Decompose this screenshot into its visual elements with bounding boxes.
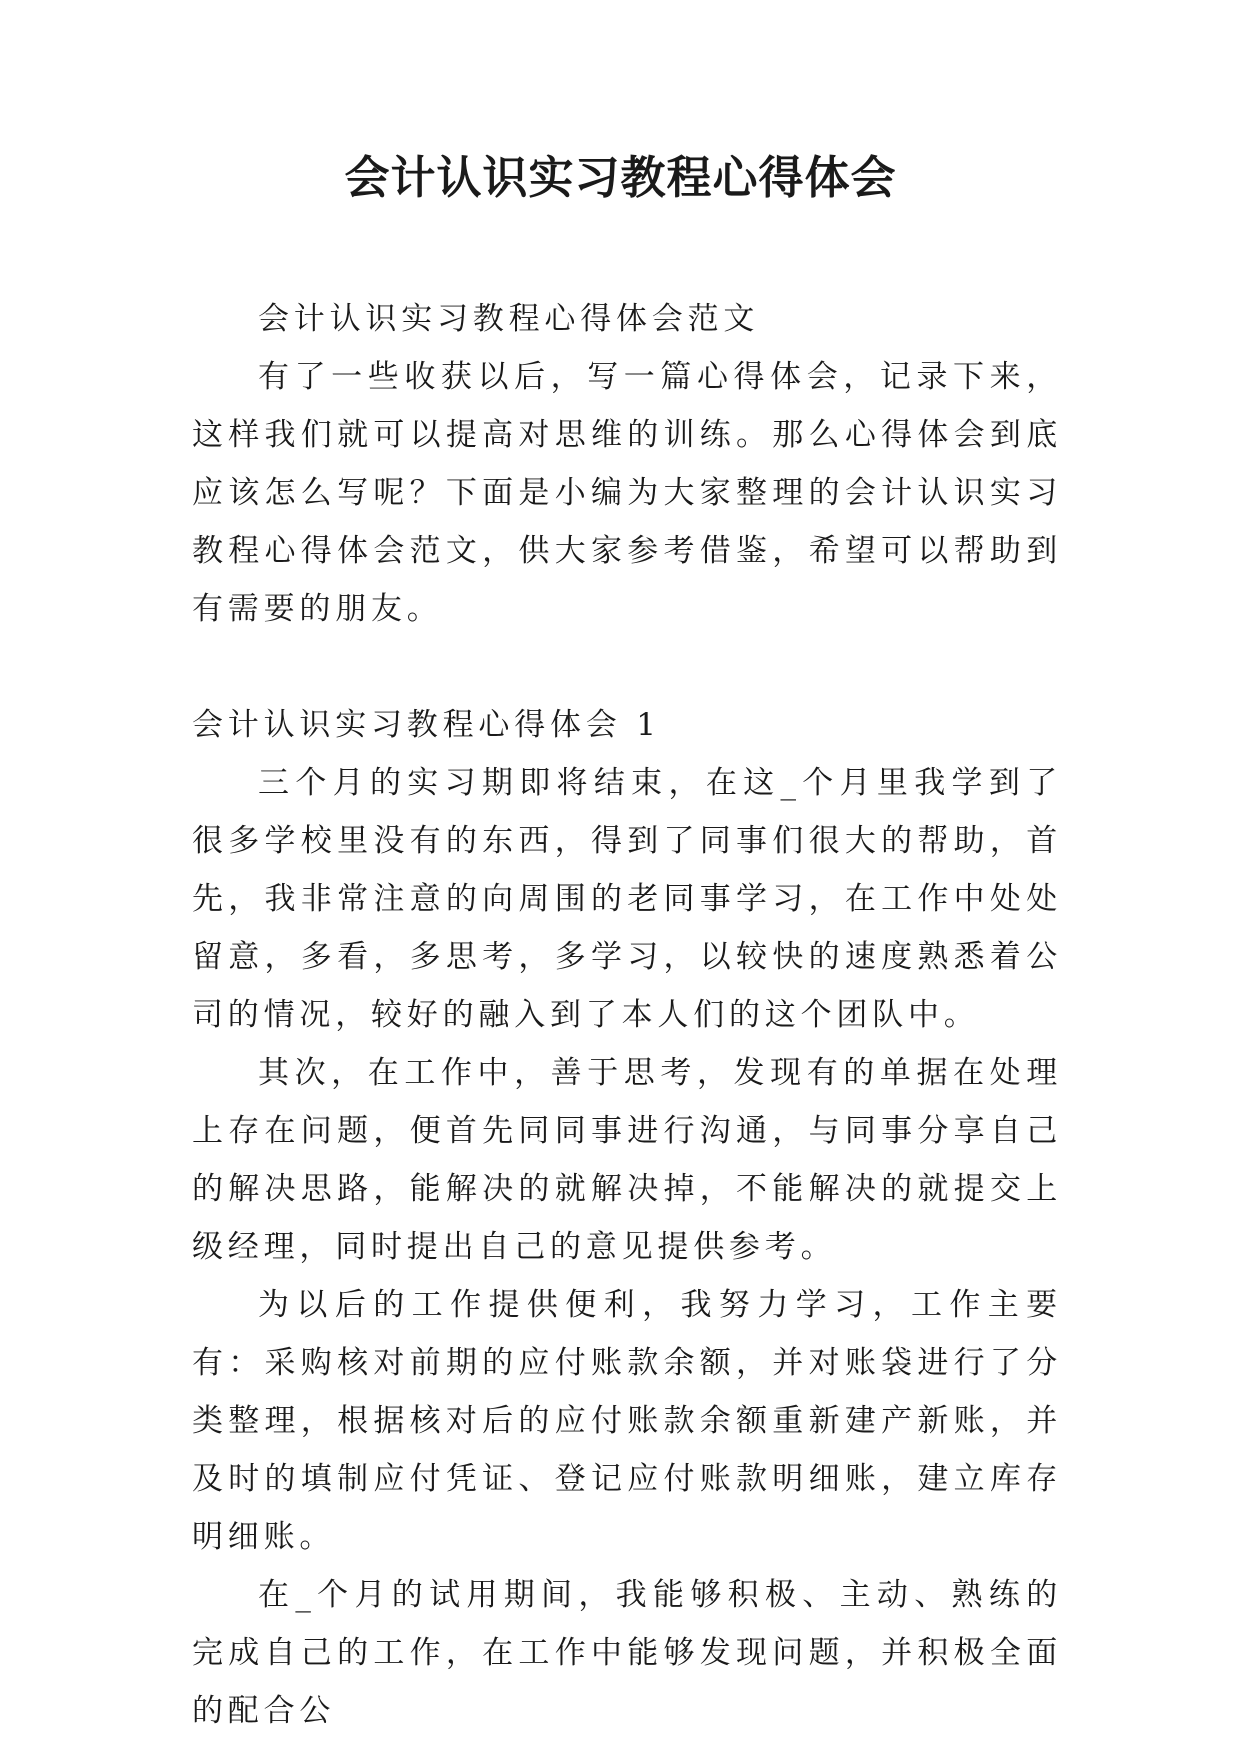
body-paragraph-3: 为以后的工作提供便利，我努力学习，工作主要有：采购核对前期的应付账款余额，并对账袋进行了分类整理，根据核对后的应付账款余额重新建产新账，并及时的填制应付凭证、登记应付账款明细账，建立库存明细账。 — [192, 1287, 1062, 1555]
body-paragraph-4: 在_个月的试用期间，我能够积极、主动、熟练的完成自己的工作，在工作中能够发现问题，并积极全面的配合公 — [192, 1577, 1062, 1729]
body-paragraph-2: 其次，在工作中，善于思考，发现有的单据在处理上存在问题，便首先同同事进行沟通，与同事分享自己的解决思路，能解决的就解决掉，不能解决的就提交上级经理，同时提出自己的意见提供参考。 — [192, 1055, 1062, 1265]
intro-paragraph: 有了一些收获以后，写一篇心得体会，记录下来，这样我们就可以提高对思维的训练。那么心得体会到底应该怎么写呢？下面是小编为大家整理的会计认识实习教程心得体会范文，供大家参考借鉴，希望可以帮助到有需要的朋友。 — [192, 359, 1062, 627]
document-body — [192, 290, 1062, 1740]
section-heading: 会计认识实习教程心得体会 1 — [192, 707, 661, 743]
body-paragraph-1: 三个月的实习期即将结束，在这_个月里我学到了很多学校里没有的东西，得到了同事们很大的帮助，首先，我非常注意的向周围的老同事学习，在工作中处处留意，多看，多思考，多学习，以较快的速度熟悉着公司的情况，较好的融入到了本人们的这个团队中。 — [192, 765, 1062, 1033]
document-title: 会计认识实习教程心得体会 — [344, 151, 897, 204]
subtitle: 会计认识实习教程心得体会范文 — [258, 301, 760, 337]
paragraph-spacer — [192, 638, 1062, 696]
